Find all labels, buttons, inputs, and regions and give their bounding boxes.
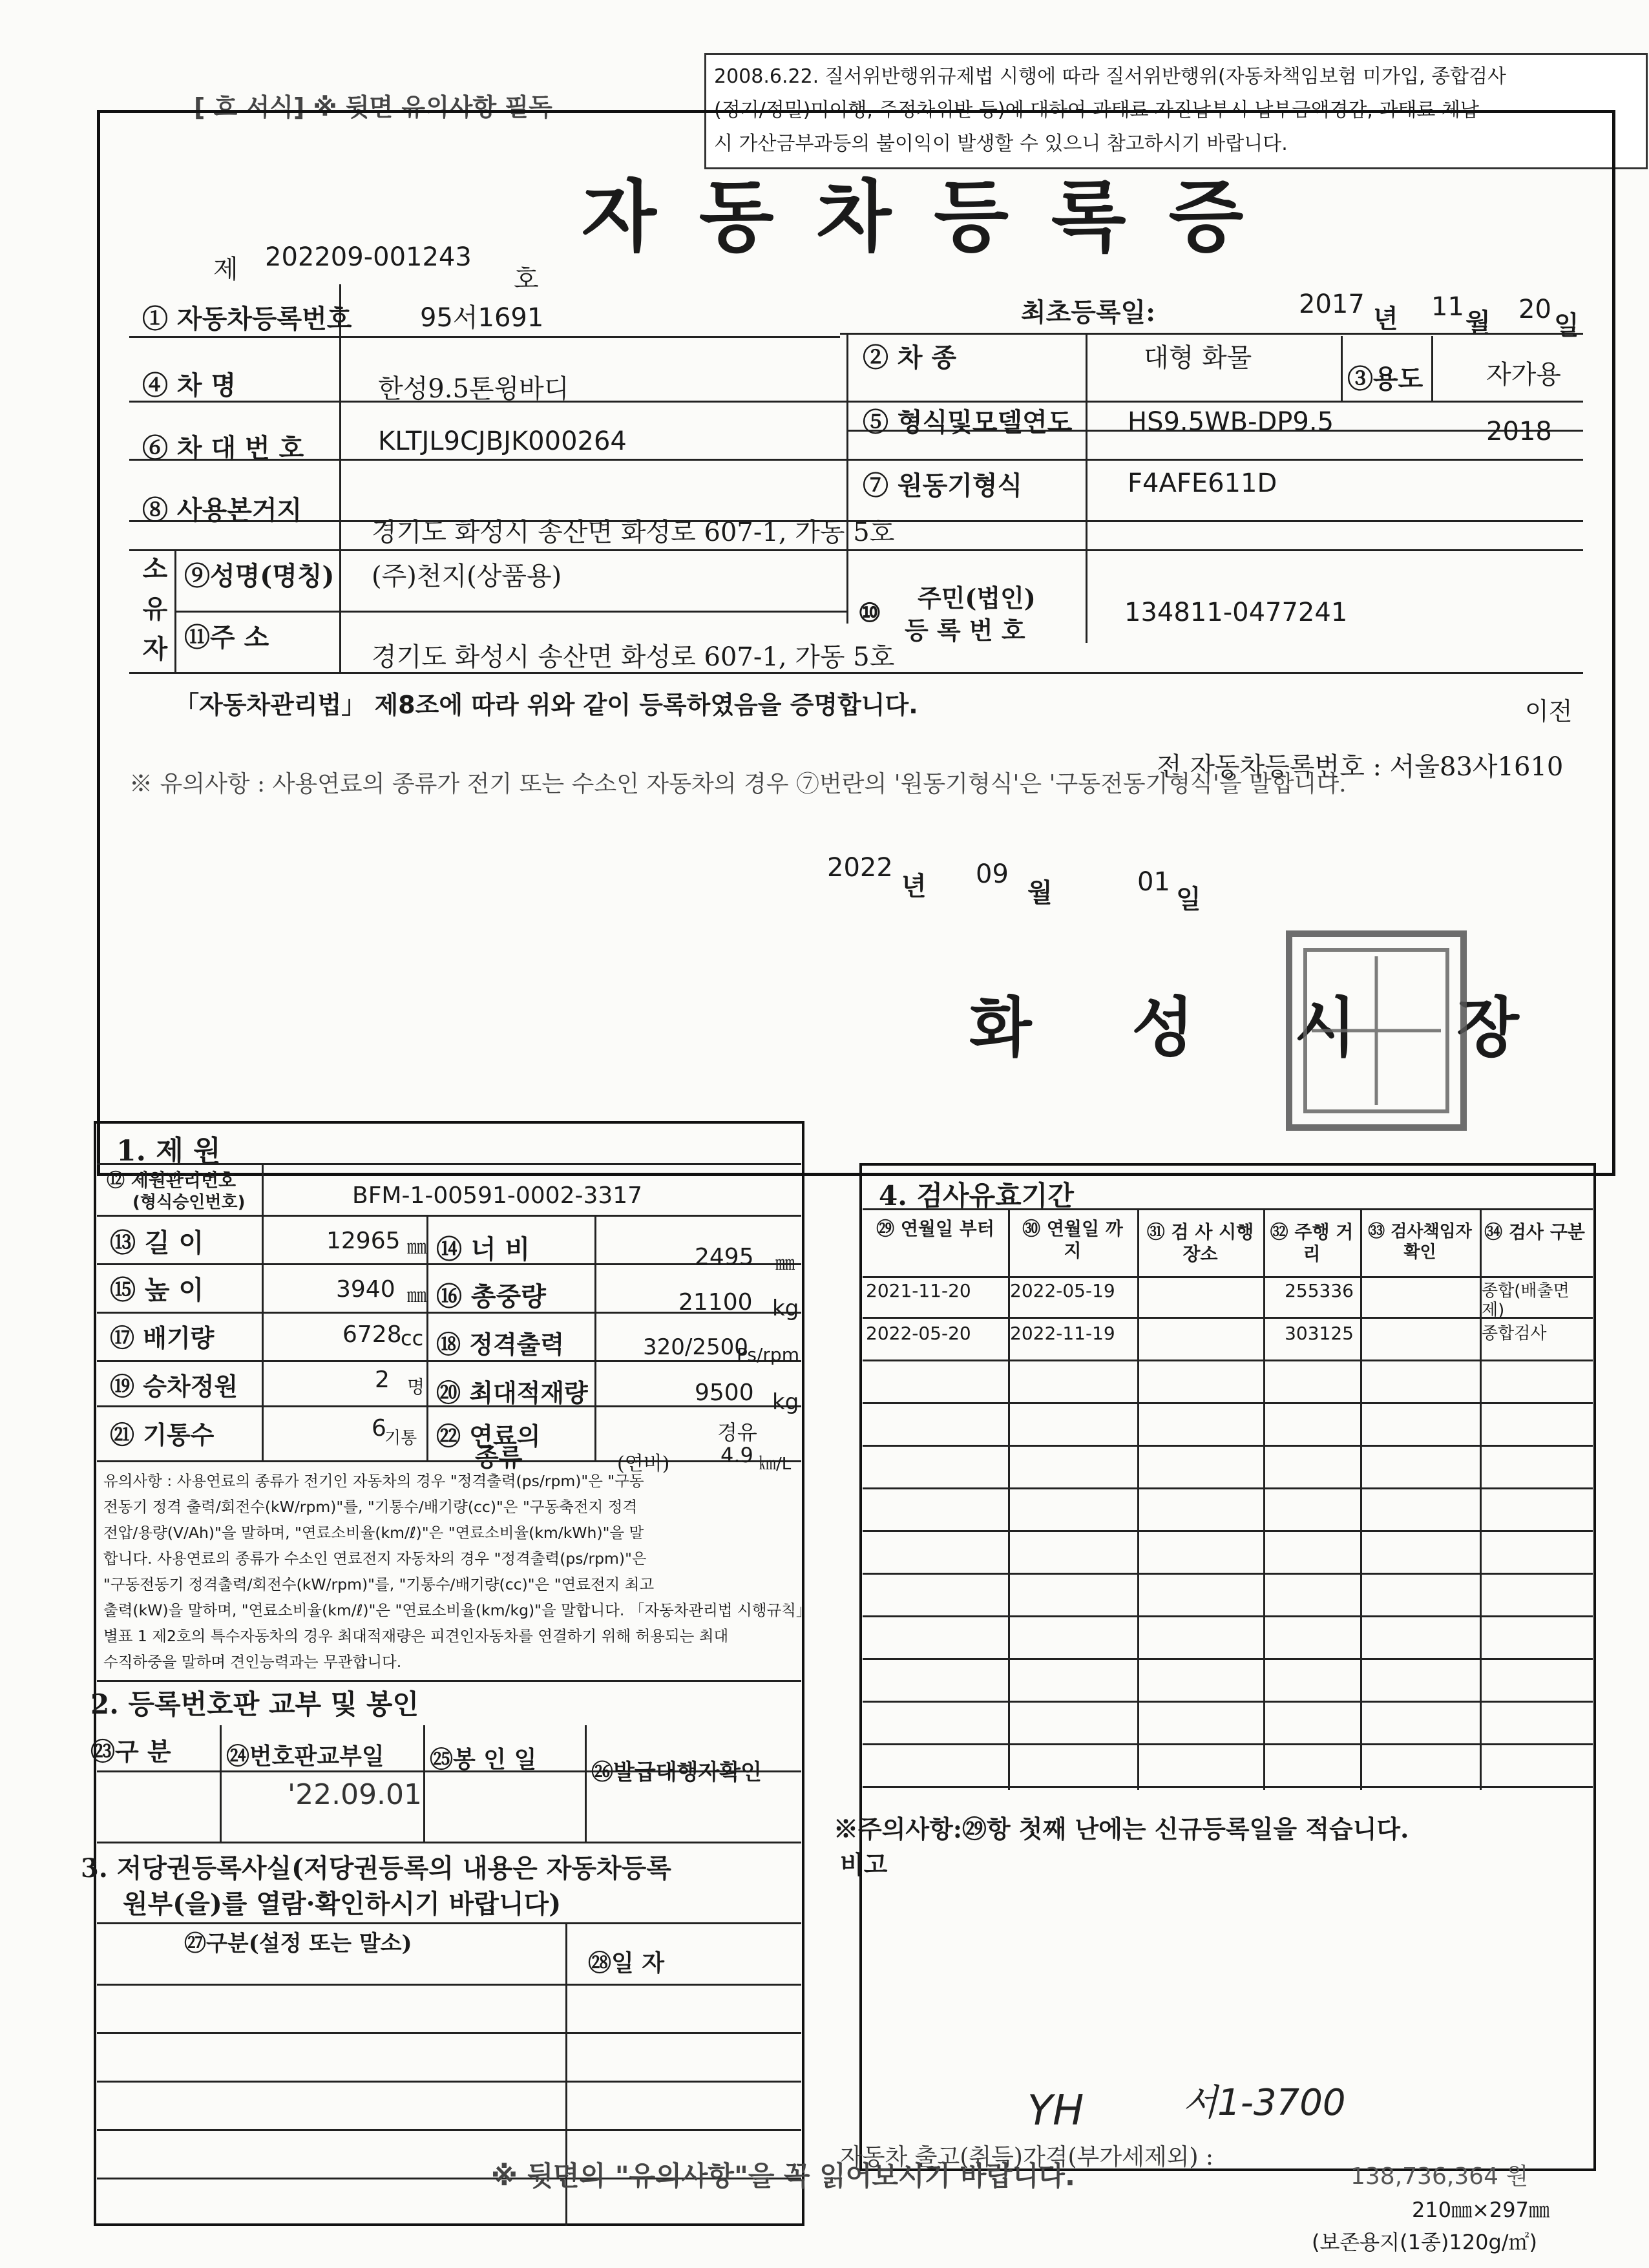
fuel-efficiency-unit: ㎞/L: [759, 1454, 792, 1474]
seating-value: 2: [375, 1367, 390, 1393]
gross-weight-value: 21100: [678, 1289, 753, 1316]
grid-line: [97, 2032, 801, 2034]
issuer-name: 화 성 시 장: [969, 989, 1558, 1066]
lien-heading-2: 원부(을)를 열람·확인하시기 바랍니다): [123, 1889, 562, 1919]
grid-line: [97, 1215, 801, 1217]
table-cell: 2022-05-20: [866, 1323, 971, 1344]
gross-weight-label: ⑯ 총중량: [436, 1281, 546, 1312]
corp-number-label-2: 등 록 번 호: [905, 616, 1025, 645]
table-row: [863, 1489, 1593, 1532]
displacement-value: 6728: [342, 1321, 402, 1348]
max-load-label: ⑳ 최대적재량: [436, 1378, 588, 1407]
unit-year: 년: [1373, 304, 1398, 334]
issue-year: 2022: [827, 853, 893, 883]
grid-line: [220, 1725, 222, 1842]
first-registration-year: 2017: [1299, 289, 1365, 319]
grid-line: [423, 1725, 425, 1842]
rated-output-unit: Ps/rpm: [737, 1344, 799, 1365]
plate-col-issue-date: ㉔번호판교부일: [226, 1743, 384, 1770]
fuel-type-label-2: 종류: [475, 1443, 523, 1472]
insp-col-to: ㉚ 연월일 까 지: [1022, 1218, 1123, 1261]
grid-line: [129, 401, 1583, 403]
table-row: [863, 1617, 1593, 1660]
usage-label: ③용도: [1347, 364, 1423, 394]
width-value: 2495: [695, 1244, 754, 1270]
inspection-rows: [863, 1276, 1593, 1790]
previous-reg-number: 전 자동차등록번호 : 서울83사1610: [1157, 752, 1564, 782]
usage-value: 자가용: [1486, 360, 1561, 390]
specs-note-line: 전동기 정격 출력/회전수(kW/rpm)"를, "기통수/배기량(cc)"은 "구동축전지 정격: [103, 1498, 638, 1516]
fuel-efficiency-label: (연비): [617, 1453, 670, 1475]
official-seal: [1286, 930, 1467, 1131]
max-load-value: 9500: [695, 1380, 754, 1406]
notice-line-3: 시 가산금부과등의 불이익이 발생할 수 있으니 참고하시기 바랍니다.: [714, 132, 1288, 155]
lien-col-date: ㉘일 자: [588, 1949, 665, 1977]
grid-line: [97, 2081, 801, 2083]
grid-line: [863, 1208, 1593, 1210]
model-label: ⑤ 형식및모델연도: [863, 407, 1073, 437]
table-row: [863, 1447, 1593, 1489]
first-registration-label: 최초등록일:: [1021, 297, 1155, 328]
plate-col-seal-date: ㉕봉 인 일: [430, 1746, 537, 1773]
issue-unit-month: 월: [1027, 877, 1053, 908]
transfer-label: 이전: [1525, 697, 1573, 726]
plate-col-type: ㉓구 분: [90, 1737, 171, 1766]
unit-day: 일: [1554, 310, 1579, 341]
corp-number-value: 134811-0477241: [1124, 598, 1348, 627]
table-cell: 종합검사: [1482, 1324, 1547, 1343]
base-location-label: ⑧ 사용본거지: [142, 495, 302, 525]
insp-col-type: ㉞ 검사 구분: [1484, 1221, 1585, 1243]
model-value: HS9.5WB-DP9.5: [1128, 407, 1334, 437]
fuel-caution: ※ 유의사항 : 사용연료의 종류가 전기 또는 수소인 자동차의 경우 ⑦번란의 '원동기형식'은 '구동전동기형식'을 말합니다.: [129, 771, 1347, 797]
table-row: [863, 1361, 1593, 1404]
rated-output-value: 320/2500: [643, 1334, 748, 1360]
insp-col-mileage: ㉜ 주행 거리: [1270, 1221, 1354, 1265]
notice-line-1: 2008.6.22. 질서위반행위규제법 시행에 따라 질서위반행위(자동차책임보험 미가입, 종합검사: [714, 65, 1506, 88]
issue-month: 09: [976, 859, 1009, 889]
specs-note-line: 수직하중을 말하며 견인능력과는 무관합니다.: [103, 1653, 402, 1671]
owner-side-label: 소 유 자: [142, 554, 168, 664]
grid-line: [97, 2129, 801, 2131]
grid-line: [129, 336, 840, 338]
specs-note-line: 합니다. 사용연료의 종류가 수소인 연료전지 자동차의 경우 "정격출력(ps/rpm)"은: [103, 1549, 647, 1568]
base-location-value: 경기도 화성시 송산면 화성로 607-1, 가동 5호: [372, 518, 895, 547]
doc-number: 202209-001243: [265, 242, 472, 272]
owner-address-value: 경기도 화성시 송산면 화성로 607-1, 가동 5호: [372, 642, 895, 672]
grid-line: [594, 1215, 596, 1460]
seating-label: ⑲ 승차정원: [110, 1372, 238, 1401]
table-cell: 255336: [1285, 1280, 1354, 1301]
table-cell: 종합(배출면제): [1482, 1281, 1570, 1320]
engine-type-value: F4AFE611D: [1128, 468, 1277, 498]
fuel-type-value: 경유: [717, 1420, 757, 1445]
paper-type: (보존용지(1종)120g/㎡): [1312, 2230, 1538, 2254]
plate-heading: 2. 등록번호판 교부 및 봉인: [90, 1688, 419, 1720]
grid-line: [426, 1215, 428, 1460]
insp-col-from: ㉙ 연월일 부터: [876, 1218, 994, 1239]
grid-line: [129, 459, 1583, 461]
grid-line: [97, 1680, 801, 1682]
grid-line: [129, 549, 1583, 551]
grid-line: [97, 1984, 801, 1986]
grid-line: [97, 1460, 801, 1462]
doc-no-prefix: 제: [213, 255, 238, 284]
reg-number-value: 95서1691: [420, 303, 544, 333]
footer-notice: ※ 뒷면의 "유의사항"을 꼭 읽어보시기 바랍니다.: [491, 2160, 1075, 2192]
table-row: [863, 1532, 1593, 1575]
plate-stamp-date: '22.09.01: [288, 1778, 423, 1811]
form-number-header: [ 호 서식] ※ 뒷면 유의사항 필독: [194, 93, 552, 121]
owner-name-value: (주)천지(상품용): [372, 562, 562, 591]
inspection-heading: 4. 검사유효기간: [879, 1180, 1074, 1212]
table-row: [863, 1660, 1593, 1703]
model-year-value: 2018: [1486, 417, 1552, 446]
vehicle-type-label: ② 차 종: [863, 342, 957, 373]
width-unit: ㎜: [775, 1252, 795, 1275]
length-unit: ㎜: [407, 1236, 426, 1259]
grid-line: [97, 1922, 801, 1924]
price-value: 138,736,364 원: [1350, 2163, 1529, 2190]
table-row: [863, 1745, 1593, 1788]
table-row: [863, 1404, 1593, 1447]
grid-line: [585, 1725, 587, 1842]
table-row: [863, 1703, 1593, 1745]
grid-line: [174, 549, 176, 672]
table-cell: 2022-05-19: [1010, 1280, 1115, 1301]
table-row: [863, 1319, 1593, 1361]
grid-line: [1341, 336, 1343, 401]
vin-value: KLTJL9CJBJK000264: [378, 426, 627, 456]
first-registration-month: 11: [1431, 292, 1464, 322]
length-value: 12965: [326, 1228, 401, 1254]
grid-line: [262, 1163, 264, 1460]
cylinders-value: 6: [372, 1415, 386, 1442]
owner-name-label: ⑨성명(명칭): [184, 561, 335, 591]
spec-mgmt-value: BFM-1-00591-0002-3317: [352, 1182, 643, 1209]
length-label: ⑬ 길 이: [110, 1228, 204, 1258]
max-load-unit: kg: [772, 1389, 799, 1415]
reg-number-label: ① 자동차등록번호: [142, 304, 352, 334]
specs-note-line: 출력(kW)을 말하며, "연료소비율(km/ℓ)"은 "연료소비율(km/kg)"을 말합니다. 「자동차관리법 시행규칙」: [103, 1601, 812, 1619]
grid-line: [840, 333, 1583, 335]
table-cell: 2021-11-20: [866, 1280, 971, 1301]
cylinders-unit: 기통: [384, 1429, 417, 1448]
height-unit: ㎜: [407, 1285, 426, 1307]
rated-output-label: ⑱ 정격출력: [436, 1330, 565, 1359]
lien-heading-1: 3. 저당권등록사실(저당권등록의 내용은 자동차등록: [81, 1853, 671, 1884]
engine-type-label: ⑦ 원동기형식: [863, 470, 1023, 501]
document-title: 자 동 차 등 록 증: [582, 171, 1252, 262]
vehicle-name-label: ④ 차 명: [142, 370, 236, 401]
paper-size: 210㎜×297㎜: [1412, 2198, 1549, 2222]
grid-line: [1431, 336, 1433, 401]
table-cell: 2022-11-19: [1010, 1323, 1115, 1344]
unit-month: 월: [1465, 308, 1491, 338]
displacement-unit: cc: [401, 1326, 424, 1350]
spec-mgmt-label-1: ⑫ 제원관리번호: [107, 1170, 236, 1191]
height-label: ⑮ 높 이: [110, 1275, 204, 1305]
grid-line: [97, 1842, 801, 1843]
cylinders-label: ㉑ 기통수: [110, 1420, 215, 1449]
first-registration-day: 20: [1518, 295, 1551, 324]
seal-pattern-icon: [1292, 937, 1460, 1124]
grid-line: [1086, 333, 1087, 643]
specs-note: [103, 1468, 812, 1675]
lien-col-type: ㉗구분(설정 또는 말소): [184, 1931, 412, 1957]
vin-label: ⑥ 차 대 번 호: [142, 433, 304, 463]
width-label: ⑭ 너 비: [436, 1234, 530, 1265]
spec-mgmt-label-2: (형식승인번호): [132, 1193, 246, 1212]
specs-note-line: "구동전동기 정격출력/회전수(kW/rpm)"를, "기통수/배기량(cc)"은 "연료전지 최고: [103, 1575, 655, 1593]
table-row: [863, 1276, 1593, 1319]
certify-statement: 「자동차관리법」 제8조에 따라 위와 같이 등록하였음을 증명합니다.: [174, 691, 918, 719]
handwritten-initials: YH: [1027, 2087, 1084, 2135]
vehicle-name-value: 한성9.5톤윙바디: [378, 374, 569, 404]
grid-line: [97, 1360, 801, 1362]
notice-line-2: (정기/정밀)미이행, 주정차위반 등)에 대하여 과태료 자진납부시 납부금액경감, 과태료 체납: [714, 99, 1479, 121]
insp-col-officer: ㉝ 검사책임자 확인: [1368, 1222, 1472, 1262]
plate-col-agent: ㉖발급대행자확인: [591, 1759, 762, 1785]
issue-unit-day: 일: [1176, 884, 1201, 914]
doc-no-suffix: 호: [514, 264, 539, 294]
vehicle-type-value: 대형 화물: [1144, 343, 1252, 373]
insp-col-place: ㉛ 검 사 시행장소: [1146, 1221, 1254, 1265]
inspection-caution: ※주의사항:㉙항 첫째 난에는 신규등록일을 적습니다.: [834, 1814, 1409, 1843]
height-value: 3940: [336, 1276, 395, 1303]
handwritten-code: 서1-3700: [1182, 2082, 1346, 2124]
table-cell: 303125: [1285, 1323, 1354, 1344]
specs-note-line: 전압/용량(V/Ah)"을 말하며, "연료소비율(km/ℓ)"은 "연료소비율(km/kWh)"을 말: [103, 1524, 644, 1542]
gross-weight-unit: kg: [772, 1296, 799, 1321]
grid-line: [97, 1163, 801, 1165]
seating-unit: 명: [407, 1376, 425, 1398]
issue-day: 01: [1137, 867, 1170, 897]
grid-line: [846, 333, 848, 624]
table-row: [863, 1575, 1593, 1617]
specs-note-line: 유의사항 : 사용연료의 종류가 전기인 자동차의 경우 "정격출력(ps/rpm)"은 "구동: [103, 1472, 644, 1490]
grid-line: [339, 284, 341, 672]
specs-heading: 1. 제 원: [116, 1135, 221, 1168]
remark-label: 비고: [840, 1850, 888, 1879]
fuel-efficiency-value: 4.9: [720, 1443, 753, 1467]
issue-unit-year: 년: [901, 871, 927, 901]
specs-note-line: 별표 1 제2호의 특수자동차의 경우 최대적재량은 피견인자동차를 연결하기 위해 허용되는 최대: [103, 1627, 729, 1645]
owner-address-label: ⑪주 소: [184, 622, 269, 653]
price-label: 자동차 출고(취득)가격(부가세제외) :: [840, 2144, 1214, 2170]
corp-number-circle: ⑩: [858, 598, 881, 628]
corp-number-label-1: 주민(법인): [918, 583, 1036, 613]
fuel-type-label-1: ㉒ 연료의: [436, 1422, 541, 1451]
displacement-label: ⑰ 배기량: [110, 1323, 215, 1352]
grid-line: [174, 611, 846, 613]
